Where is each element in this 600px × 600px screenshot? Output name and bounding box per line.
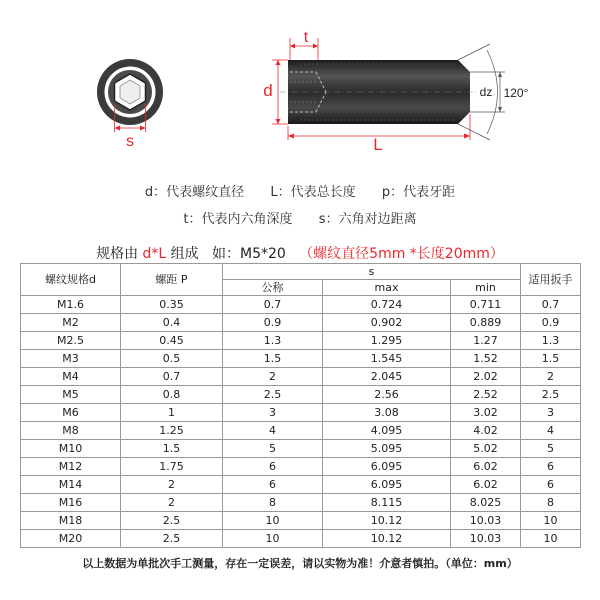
spec-example: （螺纹直径5mm *长度20mm）	[299, 246, 504, 262]
cell-wrench: 0.9	[521, 314, 581, 332]
table-row	[21, 404, 581, 422]
cell-pitch: 1	[121, 404, 223, 422]
cell-s-max: 1.295	[323, 332, 451, 350]
cell-s-min: 6.02	[451, 458, 521, 476]
cell-spec: M18	[21, 512, 121, 530]
cell-pitch: 2	[121, 494, 223, 512]
header-wrench: 适用扳手	[521, 264, 581, 296]
cell-spec: M3	[21, 350, 121, 368]
table-row	[21, 296, 581, 314]
label-dz: dz	[479, 85, 493, 99]
cell-s-min: 6.02	[451, 476, 521, 494]
cell-s-nominal: 2.5	[223, 386, 323, 404]
header-s-nominal: 公称	[223, 280, 323, 296]
cell-wrench: 4	[521, 422, 581, 440]
cell-pitch: 0.45	[121, 332, 223, 350]
cell-s-max: 10.12	[323, 530, 451, 548]
legend-L: L：代表总长度	[270, 185, 356, 200]
cell-spec: M10	[21, 440, 121, 458]
set-screw-drawing	[0, 0, 600, 165]
cell-spec: M4	[21, 368, 121, 386]
cell-s-min: 10.03	[451, 512, 521, 530]
cell-s-max: 6.095	[323, 476, 451, 494]
header-s-max: max	[323, 280, 451, 296]
cell-s-min: 1.52	[451, 350, 521, 368]
cell-s-nominal: 0.7	[223, 296, 323, 314]
legend-line-2	[0, 208, 600, 227]
cell-s-max: 1.545	[323, 350, 451, 368]
cell-pitch: 1.25	[121, 422, 223, 440]
cell-spec: M1.6	[21, 296, 121, 314]
cell-pitch: 2.5	[121, 512, 223, 530]
cell-wrench: 3	[521, 404, 581, 422]
table-row	[21, 512, 581, 530]
cell-pitch: 0.7	[121, 368, 223, 386]
cell-s-nominal: 5	[223, 440, 323, 458]
cell-wrench: 1.5	[521, 350, 581, 368]
header-s: s	[223, 264, 521, 280]
cell-s-min: 10.03	[451, 530, 521, 548]
spec-middle: 组成 如：M5*20	[166, 246, 300, 262]
cell-wrench: 5	[521, 440, 581, 458]
table-row	[21, 476, 581, 494]
table-row	[21, 350, 581, 368]
cell-wrench: 2.5	[521, 386, 581, 404]
cell-pitch: 0.35	[121, 296, 223, 314]
header-spec: 螺纹规格d	[21, 264, 121, 296]
spec-code: d*L	[142, 246, 167, 262]
cell-s-max: 0.902	[323, 314, 451, 332]
cell-spec: M16	[21, 494, 121, 512]
spec-line	[0, 243, 600, 263]
cell-pitch: 0.8	[121, 386, 223, 404]
cell-s-max: 2.56	[323, 386, 451, 404]
cell-pitch: 0.5	[121, 350, 223, 368]
legend-t: t：代表内六角深度	[183, 212, 293, 227]
cell-spec: M2	[21, 314, 121, 332]
cell-s-min: 0.889	[451, 314, 521, 332]
label-s: s	[126, 133, 134, 150]
table-row	[21, 386, 581, 404]
table-row	[21, 458, 581, 476]
cell-s-min: 2.02	[451, 368, 521, 386]
cell-spec: M12	[21, 458, 121, 476]
cell-wrench: 2	[521, 368, 581, 386]
label-L: L	[373, 135, 383, 154]
cell-wrench: 8	[521, 494, 581, 512]
cell-spec: M5	[21, 386, 121, 404]
cell-pitch: 1.75	[121, 458, 223, 476]
footnote: 以上数据为单批次手工测量，存在一定误差，请以实物为准！介意者慎拍。（单位：mm）	[82, 557, 518, 570]
legend-line-1	[0, 181, 600, 200]
table-row	[21, 440, 581, 458]
cell-pitch: 1.5	[121, 440, 223, 458]
cell-s-nominal: 3	[223, 404, 323, 422]
legend-d: d：代表螺纹直径	[144, 185, 245, 200]
label-d: d	[263, 81, 273, 100]
cell-wrench: 0.7	[521, 296, 581, 314]
cell-s-min: 2.52	[451, 386, 521, 404]
cell-s-min: 8.025	[451, 494, 521, 512]
cell-s-max: 2.045	[323, 368, 451, 386]
cell-wrench: 10	[521, 530, 581, 548]
cell-pitch: 2.5	[121, 530, 223, 548]
cell-s-min: 0.711	[451, 296, 521, 314]
table-row	[21, 368, 581, 386]
end-view	[97, 59, 163, 150]
cell-s-min: 5.02	[451, 440, 521, 458]
spec-table	[20, 263, 581, 548]
side-view	[263, 29, 528, 154]
table-row	[21, 314, 581, 332]
legend-p: p：代表牙距	[381, 185, 456, 200]
cell-s-nominal: 10	[223, 530, 323, 548]
cell-s-max: 4.095	[323, 422, 451, 440]
cell-s-nominal: 0.9	[223, 314, 323, 332]
cell-spec: M6	[21, 404, 121, 422]
cell-wrench: 1.3	[521, 332, 581, 350]
table-row	[21, 530, 581, 548]
cell-wrench: 10	[521, 512, 581, 530]
cell-s-max: 10.12	[323, 512, 451, 530]
cell-s-max: 8.115	[323, 494, 451, 512]
cell-s-max: 0.724	[323, 296, 451, 314]
legend-s: s：六角对边距离	[318, 212, 417, 227]
cell-s-max: 3.08	[323, 404, 451, 422]
cell-s-nominal: 2	[223, 368, 323, 386]
cell-spec: M8	[21, 422, 121, 440]
table-body	[21, 296, 581, 548]
cell-s-nominal: 4	[223, 422, 323, 440]
cell-s-min: 1.27	[451, 332, 521, 350]
cell-s-max: 5.095	[323, 440, 451, 458]
cell-s-nominal: 8	[223, 494, 323, 512]
cell-s-min: 3.02	[451, 404, 521, 422]
cell-wrench: 6	[521, 458, 581, 476]
table-row	[21, 494, 581, 512]
cell-spec: M2.5	[21, 332, 121, 350]
header-pitch: 螺距 P	[121, 264, 223, 296]
cell-s-min: 4.02	[451, 422, 521, 440]
header-s-min: min	[451, 280, 521, 296]
cell-s-max: 6.095	[323, 458, 451, 476]
cell-s-nominal: 10	[223, 512, 323, 530]
cell-pitch: 2	[121, 476, 223, 494]
cell-pitch: 0.4	[121, 314, 223, 332]
label-angle: 120°	[503, 86, 529, 100]
table-row	[21, 332, 581, 350]
cell-spec: M20	[21, 530, 121, 548]
cell-wrench: 6	[521, 476, 581, 494]
cell-spec: M14	[21, 476, 121, 494]
table-row	[21, 422, 581, 440]
spec-prefix: 规格由	[96, 246, 143, 262]
cell-s-nominal: 1.5	[223, 350, 323, 368]
cell-s-nominal: 6	[223, 458, 323, 476]
cell-s-nominal: 1.3	[223, 332, 323, 350]
cell-s-nominal: 6	[223, 476, 323, 494]
label-t: t	[303, 29, 309, 46]
